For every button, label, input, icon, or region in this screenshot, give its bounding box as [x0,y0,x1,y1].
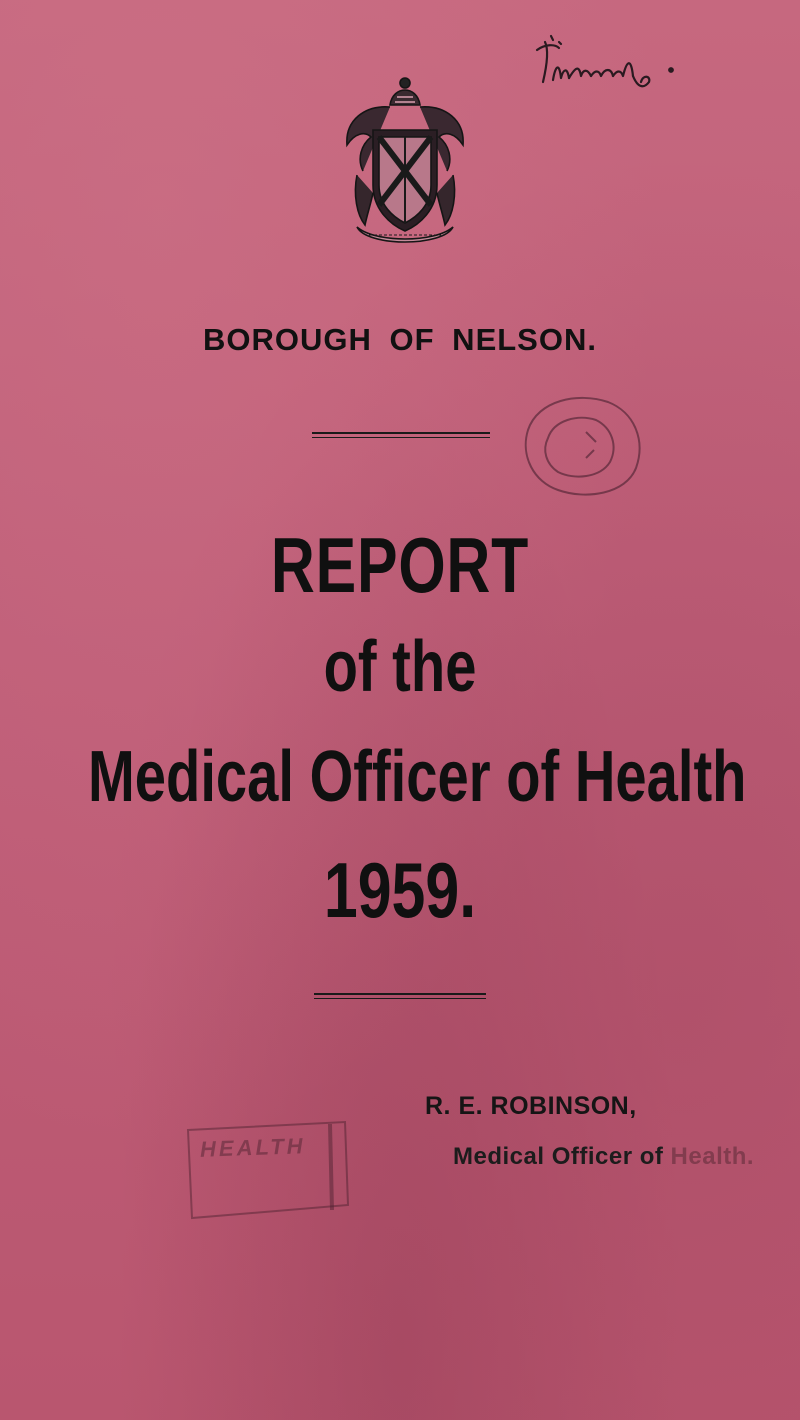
report-year: 1959. [323,846,477,934]
author-name: R. E. ROBINSON, [425,1092,637,1120]
crest-icon [335,75,475,255]
report-title-subject: Medical Officer of Health [88,737,747,817]
borough-heading: BOROUGH OF NELSON. [203,322,597,357]
top-rule [312,432,490,434]
author-role-faded: Health. [670,1143,755,1170]
report-title-connector: of the [323,627,477,707]
author-role [453,1143,754,1171]
bottom-rule [314,993,486,995]
author-role-main: Medical Officer of [453,1143,671,1170]
health-stamp-text: HEALTH [199,1133,306,1162]
health-stamp-icon [180,1110,360,1225]
report-title: REPORT [270,521,530,609]
handwritten-signature [525,30,685,110]
library-stamp-icon [508,390,650,500]
